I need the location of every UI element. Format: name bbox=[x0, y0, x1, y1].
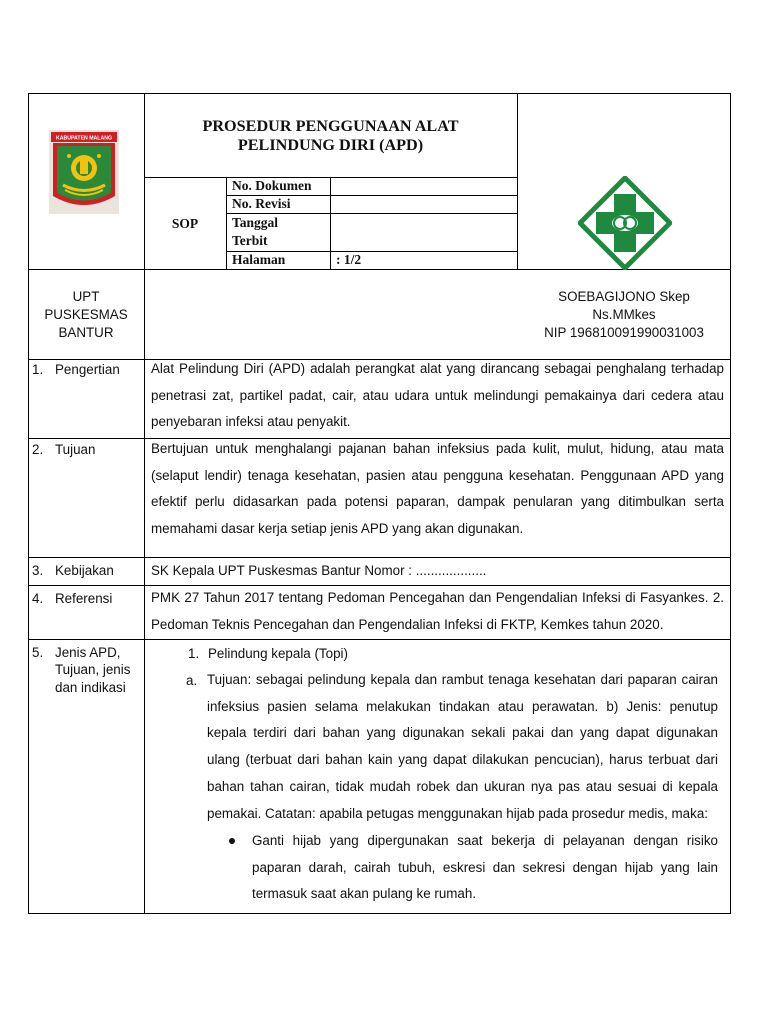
text-line: ulang (terbuat dari bahan kain yang dapat dilakukan pencucian), harus terbuat dari bbox=[207, 752, 718, 768]
unit-name-line2: PUSKESMAS bbox=[44, 307, 128, 322]
referensi-text bbox=[151, 585, 724, 638]
document-title-line2: PELINDUNG DIRI (APD) bbox=[237, 136, 424, 154]
text-line: penetrasi zat, partikel padat, cair, atau udara untuk melindungi pemakainya dari cedera atau bbox=[151, 387, 724, 403]
document-title-line1: PROSEDUR PENGGUNAAN ALAT bbox=[202, 117, 459, 135]
sop-label: SOP bbox=[171, 216, 199, 231]
item-number: 1. bbox=[188, 646, 200, 661]
bullet-text bbox=[252, 828, 718, 908]
text-line: PMK 27 Tahun 2017 tentang Pedoman Pencegahan dan Pengendalian Infeksi di Fasyankes. 2. bbox=[151, 590, 724, 605]
unit-name-line3: BANTUR bbox=[58, 325, 114, 340]
row-label-jenis-line2: Tujuan, jenis bbox=[55, 662, 131, 677]
bullet-icon bbox=[229, 838, 235, 844]
text-line: Ganti hijab yang dipergunakan saat bekerja di pelayanan dengan risiko bbox=[252, 833, 718, 848]
signer-nip: NIP 196810091990031003 bbox=[544, 325, 704, 340]
row-label-tujuan: Tujuan bbox=[55, 442, 96, 457]
tujuan-text bbox=[151, 436, 724, 543]
item-heading: Pelindung kepala (Topi) bbox=[208, 646, 348, 661]
text-line: Tujuan: sebagai pelindung kepala dan rambut tenaga kesehatan dari paparan cairan bbox=[207, 672, 718, 687]
pengertian-text bbox=[151, 356, 724, 436]
row-label-referensi: Referensi bbox=[55, 591, 113, 606]
text-line: Alat Pelindung Diri (APD) adalah perangkat alat yang dirancang sebagai penghalang terhadap bbox=[151, 361, 724, 376]
row-label-jenis-line1: Jenis APD, bbox=[55, 645, 121, 660]
text-line: (selaput lendir) tenaga kesehatan, pasien atau pengguna kesehatan. Penggunaan APD yang bbox=[151, 467, 724, 483]
page-label: Halaman bbox=[232, 252, 286, 267]
text-line: Pedoman Teknis Pencegahan dan Pengendalian Infeksi di FKTP, Kemkes tahun 2020. bbox=[151, 616, 664, 632]
issue-date-label2: Terbit bbox=[232, 233, 268, 248]
row-number: 1. bbox=[32, 362, 44, 377]
row-number: 3. bbox=[32, 563, 44, 578]
text-line: infeksius pasien selama melakukan tindakan atau perawatan. b) Jenis: penutup bbox=[207, 698, 718, 714]
logo-text: KABUPATEN MALANG bbox=[56, 135, 112, 142]
text-line: memahami dasar kerja setiap jenis APD yang akan digunakan. bbox=[151, 521, 524, 537]
page-value: : 1/2 bbox=[336, 252, 362, 267]
row-label-jenis-line3: dan indikasi bbox=[55, 680, 126, 695]
row-label-kebijakan: Kebijakan bbox=[55, 563, 114, 578]
signer-title: Ns.MMkes bbox=[592, 307, 656, 322]
row-label-pengertian: Pengertian bbox=[55, 362, 120, 377]
issue-date-label: Tanggal bbox=[232, 215, 279, 230]
signer-name: SOEBAGIJONO Skep bbox=[558, 289, 690, 304]
sub-item-a-text bbox=[207, 667, 718, 827]
row-number: 5. bbox=[32, 645, 44, 660]
kebijakan-text: SK Kepala UPT Puskesmas Bantur Nomor : ................... bbox=[151, 563, 487, 578]
text-line: termasuk saat akan pulang ke rumah. bbox=[252, 886, 477, 902]
kabupaten-malang-logo bbox=[49, 130, 119, 214]
row-number: 2. bbox=[32, 442, 44, 457]
text-line: efektif perlu didasarkan pada potensi paparan, dampak penularan yang ditimbulkan serta bbox=[151, 494, 724, 510]
unit-name-line1: UPT bbox=[72, 289, 100, 304]
sub-item-letter: a. bbox=[186, 673, 198, 688]
revision-label: No. Revisi bbox=[232, 196, 291, 211]
text-line: bahan tahan cairan, tidak mudah robek dan ukuran nya pas atau sesuai di kepala bbox=[207, 778, 718, 794]
text-line: Bertujuan untuk menghalangi pajanan bahan infeksius pada kulit, mulut, hidung, atau mata bbox=[151, 441, 724, 456]
text-line: paparan darah, cairah tubuh, eskresi dan sekresi dengan hijab yang lain bbox=[252, 859, 718, 875]
text-line: kepala terdiri dari bahan yang digunakan sekali pakai dan yang dapat digunakan bbox=[207, 725, 718, 741]
text-line: pemakai. Catatan: apabila petugas menggunakan hijab pada prosedur medis, maka: bbox=[207, 805, 708, 821]
puskesmas-logo bbox=[578, 176, 672, 270]
row-number: 4. bbox=[32, 591, 44, 606]
text-line: penyebaran infeksi atau penyakit. bbox=[151, 414, 351, 430]
doc-number-label: No. Dokumen bbox=[232, 178, 312, 193]
